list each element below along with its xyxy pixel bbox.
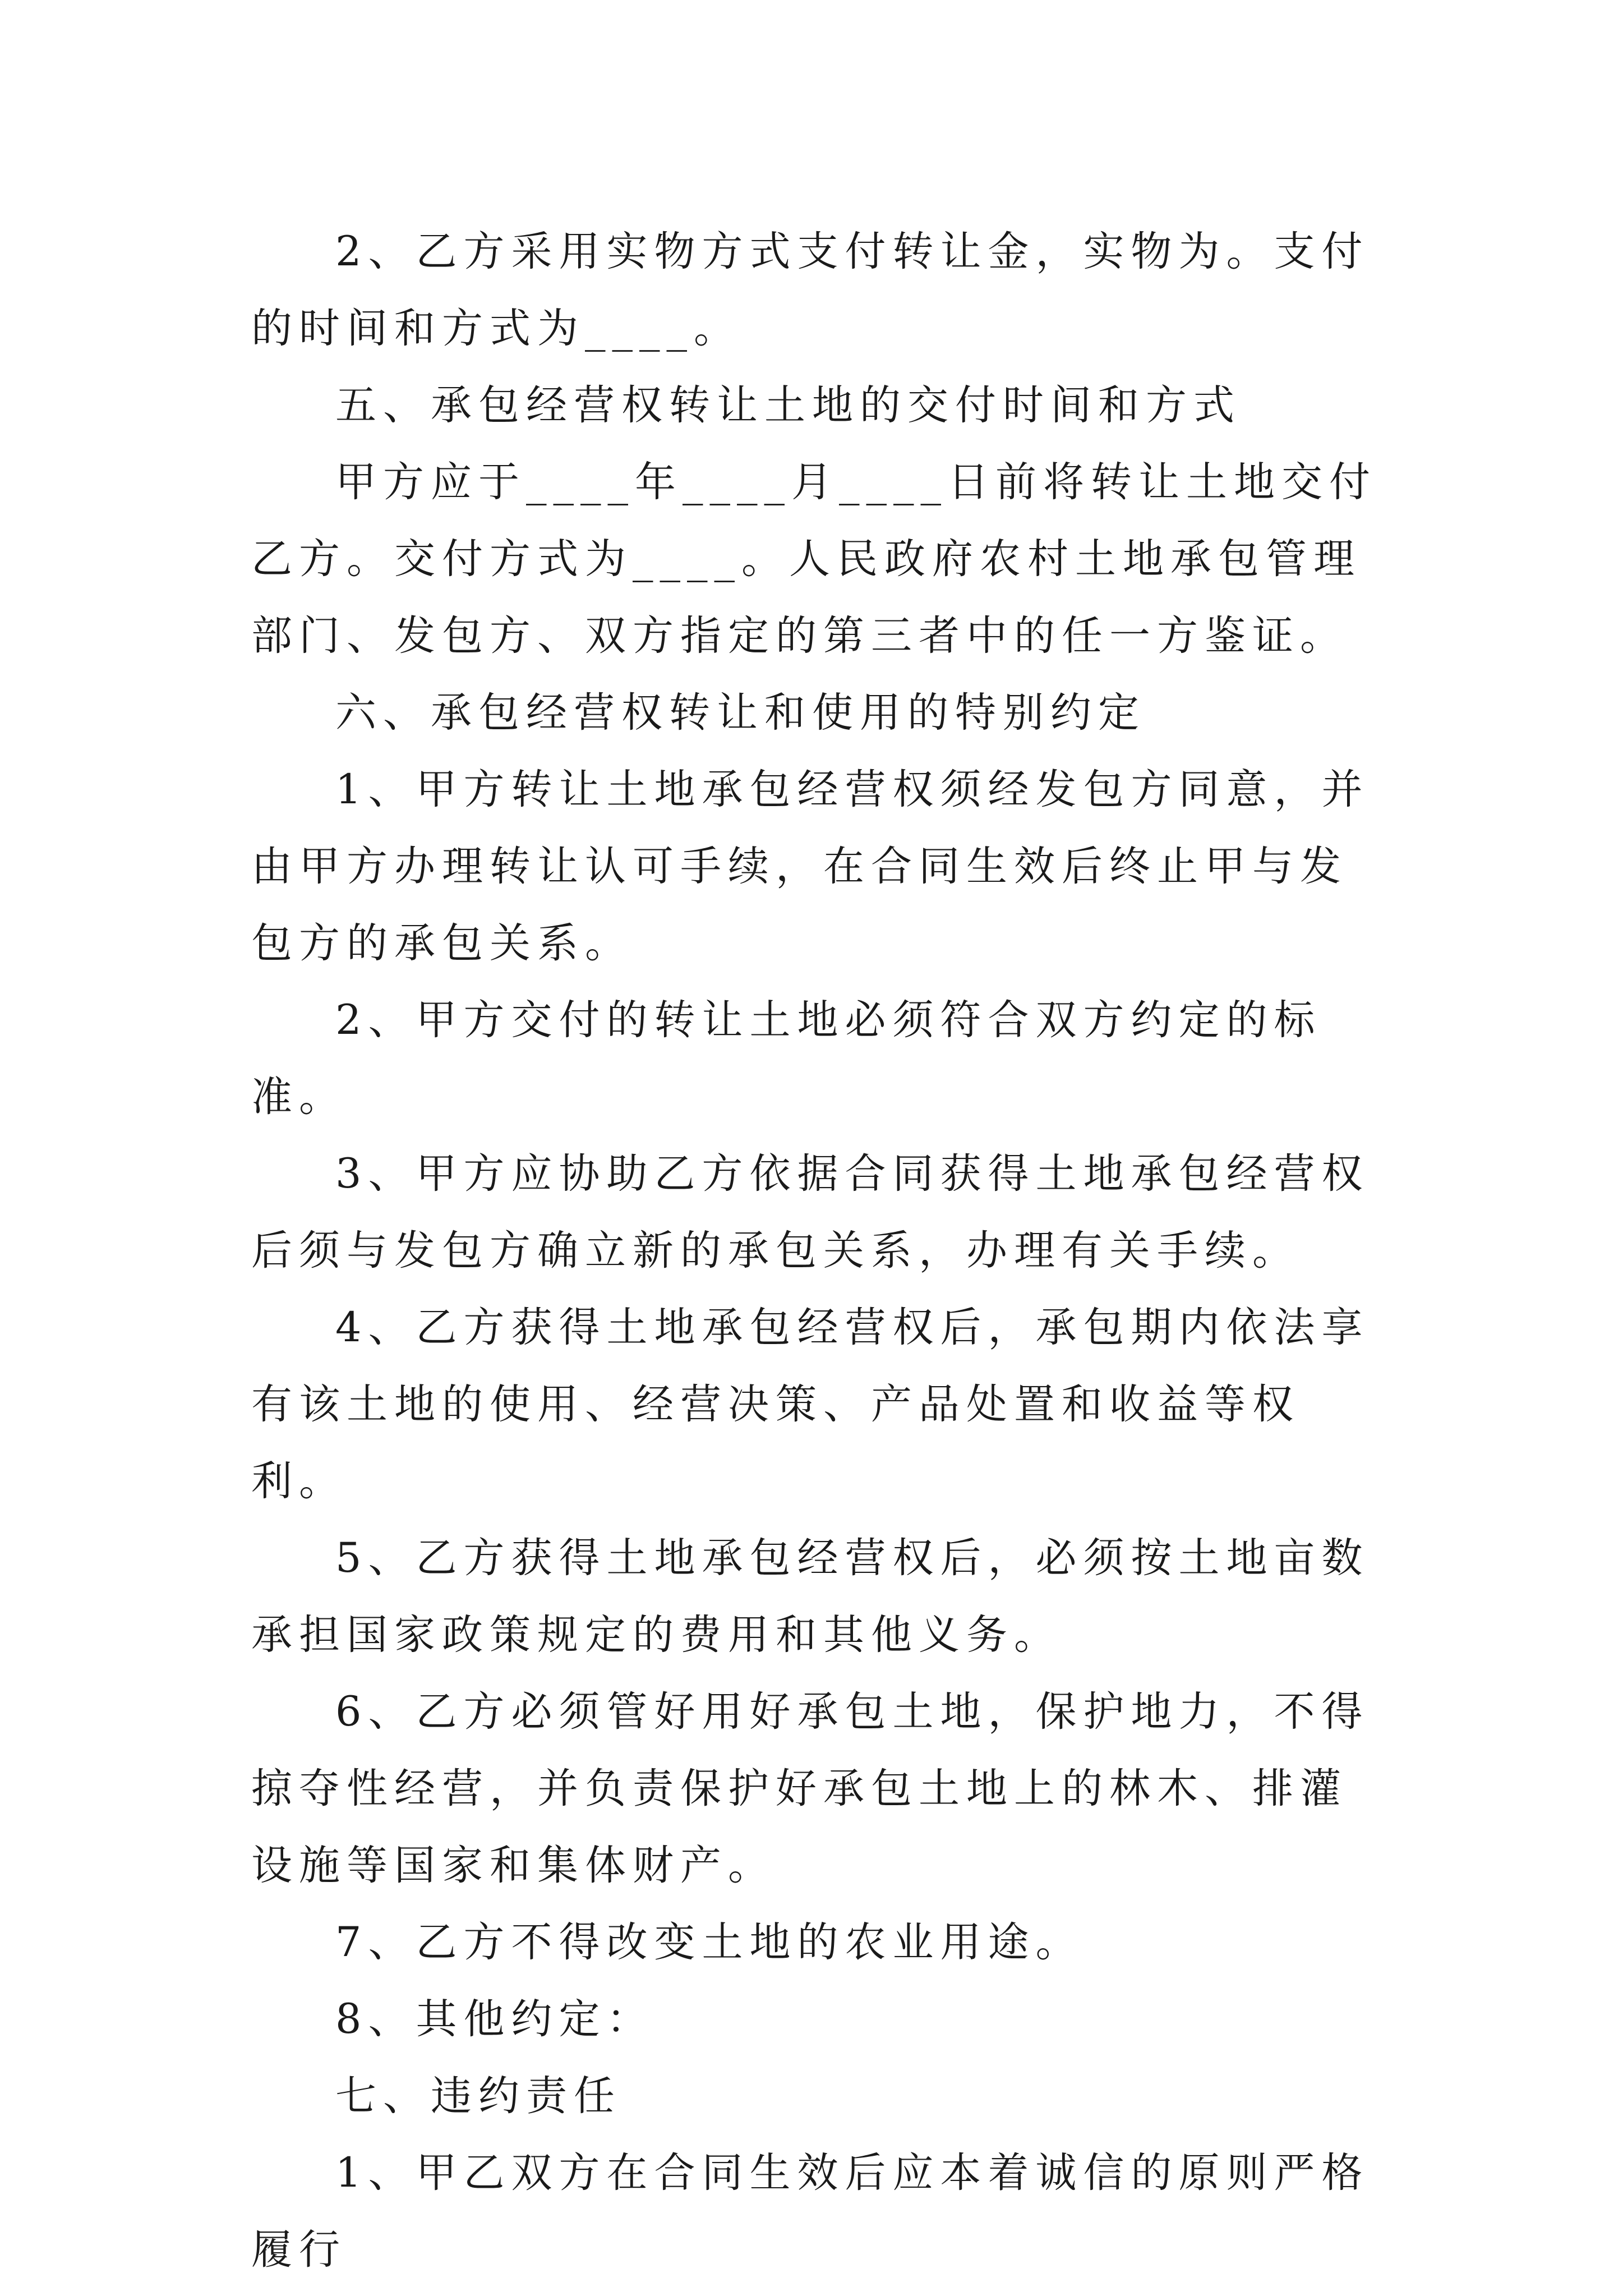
paragraph: 2、乙方采用实物方式支付转让金，实物为。支付的时间和方式为____。 — [251, 228, 1370, 352]
section-heading: 五、承包经营权转让土地的交付时间和方式 — [335, 381, 1241, 429]
paragraph: 8、其他约定： — [335, 1995, 654, 2043]
paragraph: 5、乙方获得土地承包经营权后，必须按土地亩数承担国家政策规定的费用和其他义务。 — [251, 1534, 1370, 1659]
section-heading: 七、违约责任 — [335, 2072, 621, 2120]
paragraph: 1、甲乙双方在合同生效后应本着诚信的原则严格履行 — [251, 2149, 1370, 2274]
paragraph: 2、甲方交付的转让土地必须符合双方约定的标准。 — [251, 996, 1322, 1121]
section-heading: 六、承包经营权转让和使用的特别约定 — [335, 689, 1146, 737]
paragraph: 4、乙方获得土地承包经营权后，承包期内依法享有该土地的使用、经营决策、产品处置和收益等权利。 — [251, 1304, 1370, 1505]
document-body — [251, 213, 1384, 2288]
paragraph: 6、乙方必须管好用好承包土地，保护地力，不得掠夺性经营，并负责保护好承包土地上的林木、排灌设施等国家和集体财产。 — [251, 1688, 1370, 1889]
paragraph: 甲方应于____年____月____日前将转让土地交付乙方。交付方式为____。人民政府农村土地承包管理部门、发包方、双方指定的第三者中的任一方鉴证。 — [251, 458, 1377, 660]
paragraph: 1、甲方转让土地承包经营权须经发包方同意，并由甲方办理转让认可手续，在合同生效后终止甲与发包方的承包关系。 — [251, 766, 1370, 967]
paragraph: 3、甲方应协助乙方依据合同获得土地承包经营权后须与发包方确立新的承包关系，办理有关手续。 — [251, 1150, 1370, 1274]
paragraph: 7、乙方不得改变土地的农业用途。 — [335, 1918, 1083, 1966]
